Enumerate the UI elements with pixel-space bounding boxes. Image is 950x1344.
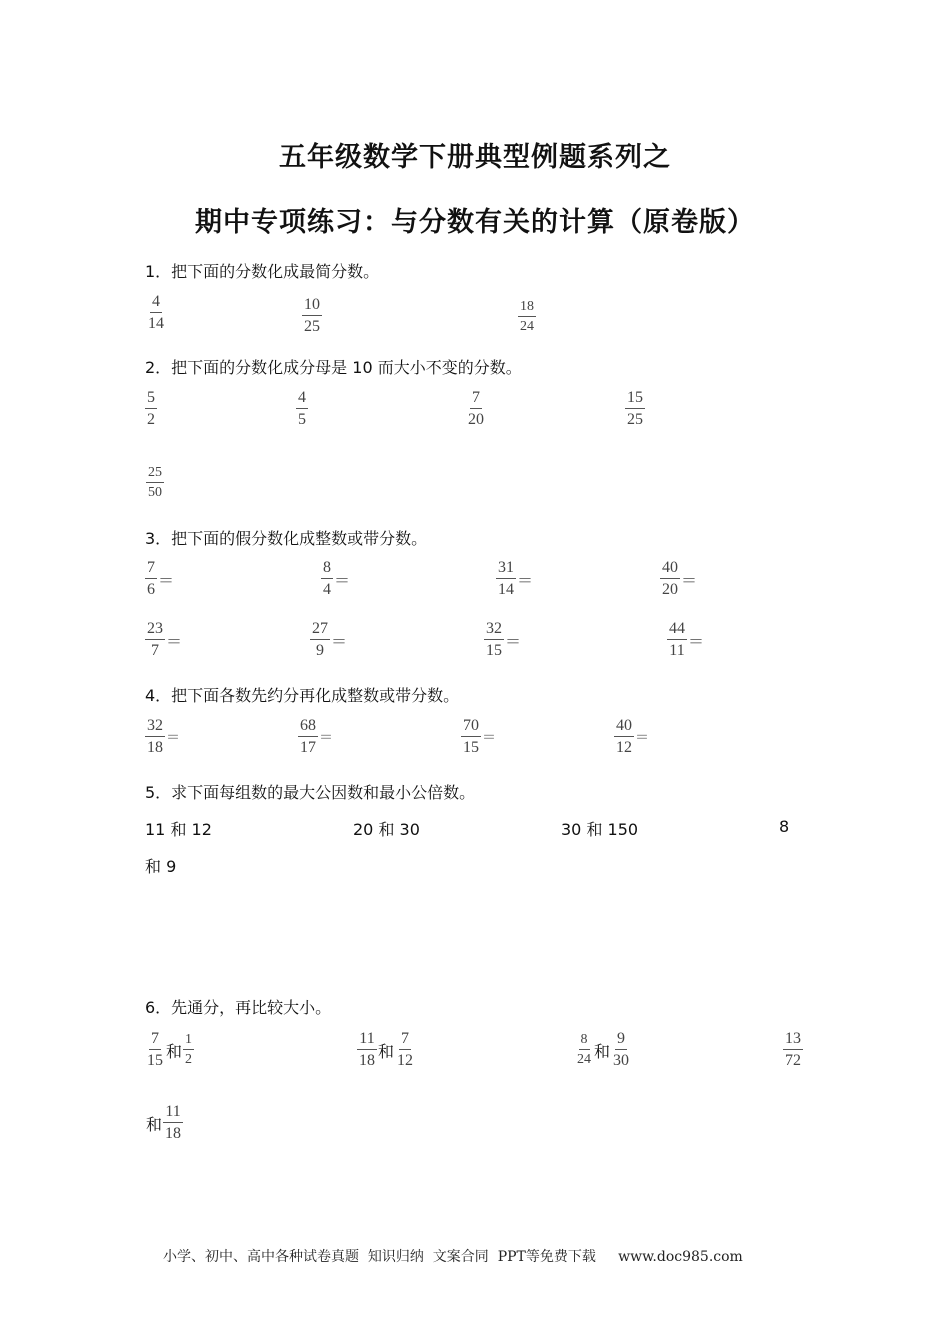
- q5-group-2: 20 和 30: [353, 820, 420, 839]
- numerator: 40: [660, 560, 680, 579]
- q3-item-7: [484, 621, 521, 659]
- denominator: 14: [498, 581, 514, 598]
- equals-sign: ＝: [158, 572, 175, 590]
- equals-sign: ＝: [688, 633, 705, 651]
- question-3-text: 3．把下面的假分数化成整数或带分数。: [145, 529, 428, 548]
- numerator: 13: [783, 1031, 803, 1050]
- numerator: 9: [615, 1031, 627, 1050]
- q2-fraction-3: [466, 390, 486, 428]
- equals-sign: ＝: [482, 731, 496, 746]
- q5-group-4: 8: [779, 817, 790, 836]
- denominator: 5: [298, 411, 306, 428]
- and-word: 和: [594, 1041, 611, 1061]
- numerator: 70: [461, 718, 481, 737]
- numerator: 25: [146, 466, 164, 483]
- denominator: 4: [323, 581, 331, 598]
- numerator: 31: [496, 560, 516, 579]
- denominator: 2: [185, 1052, 193, 1067]
- question-4-text: 4．把下面各数先约分再化成整数或带分数。: [145, 686, 460, 705]
- q4-item-2: [298, 718, 333, 756]
- title-line-2: 期中专项练习：与分数有关的计算（原卷版）: [195, 207, 755, 238]
- denominator: 12: [397, 1052, 414, 1069]
- numerator: 27: [310, 621, 330, 640]
- and-word: 和: [146, 1114, 163, 1134]
- denominator: 17: [300, 739, 316, 756]
- q2-fraction-4: [625, 390, 645, 428]
- equals-sign: ＝: [635, 731, 649, 746]
- and-word: 和: [378, 1041, 395, 1061]
- q4-item-3: [461, 718, 496, 756]
- q6-pair-3: [575, 1031, 631, 1069]
- denominator: 24: [577, 1052, 591, 1067]
- numerator: 4: [150, 294, 162, 313]
- denominator: 15: [463, 739, 479, 756]
- equals-sign: ＝: [166, 633, 183, 651]
- numerator: 8: [321, 560, 333, 579]
- q6-pair-1: [145, 1031, 194, 1069]
- denominator: 15: [486, 642, 502, 659]
- numerator: 7: [145, 560, 157, 579]
- question-5-text: 5．求下面每组数的最大公因数和最小公倍数。: [145, 783, 476, 802]
- denominator: 11: [669, 642, 685, 659]
- denominator: 50: [148, 485, 162, 500]
- equals-sign: ＝: [517, 572, 534, 590]
- equals-sign: ＝: [319, 731, 333, 746]
- denominator: 18: [359, 1052, 375, 1069]
- numerator: 23: [145, 621, 165, 640]
- denominator: 14: [148, 315, 164, 332]
- denominator: 18: [165, 1125, 182, 1142]
- denominator: 25: [627, 411, 643, 428]
- q4-item-1: [145, 718, 180, 756]
- numerator: 7: [149, 1031, 161, 1050]
- numerator: 68: [298, 718, 318, 737]
- numerator: 11: [357, 1031, 376, 1050]
- numerator: 18: [518, 300, 536, 317]
- q3-item-8: [667, 621, 704, 659]
- numerator: 32: [484, 621, 504, 640]
- denominator: 6: [147, 581, 155, 598]
- denominator: 20: [468, 411, 484, 428]
- numerator: 32: [145, 718, 165, 737]
- denominator: 9: [316, 642, 324, 659]
- question-6-text: 6．先通分，再比较大小。: [145, 998, 332, 1017]
- denominator: 25: [304, 318, 320, 335]
- equals-sign: ＝: [505, 633, 522, 651]
- denominator: 72: [785, 1052, 801, 1069]
- q3-item-1: [145, 560, 174, 598]
- numerator: 4: [296, 390, 308, 409]
- denominator: 24: [520, 319, 534, 334]
- q3-item-2: [321, 560, 350, 598]
- denominator: 20: [662, 581, 678, 598]
- numerator: 5: [145, 390, 157, 409]
- equals-sign: ＝: [334, 572, 351, 590]
- title-line-1: 五年级数学下册典型例题系列之: [279, 142, 671, 173]
- question-2-text: 2．把下面的分数化成分母是 10 而大小不变的分数。: [145, 358, 522, 377]
- q1-fraction-1: [146, 294, 166, 332]
- equals-sign: ＝: [331, 633, 348, 651]
- q1-fraction-3: [518, 300, 536, 334]
- numerator: 10: [302, 297, 322, 316]
- q5-group-1: 11 和 12: [145, 820, 212, 839]
- q6-pair-4-second: [145, 1104, 183, 1142]
- denominator: 7: [151, 642, 159, 659]
- q4-item-4: [614, 718, 649, 756]
- q5-group-4-continued: 和 9: [145, 857, 177, 876]
- q1-fraction-2: [302, 297, 322, 335]
- q6-pair-2: [357, 1031, 415, 1069]
- numerator: 11: [163, 1104, 182, 1123]
- and-word: 和: [166, 1041, 183, 1061]
- denominator: 15: [147, 1052, 163, 1069]
- q2-fraction-1: [145, 390, 157, 428]
- denominator: 18: [147, 739, 163, 756]
- q3-item-3: [496, 560, 533, 598]
- numerator: 1: [183, 1033, 194, 1050]
- q3-item-4: [660, 560, 697, 598]
- numerator: 7: [399, 1031, 411, 1050]
- equals-sign: ＝: [166, 731, 180, 746]
- q5-group-3: 30 和 150: [561, 820, 639, 839]
- numerator: 7: [470, 390, 482, 409]
- numerator: 15: [625, 390, 645, 409]
- denominator: 30: [613, 1052, 630, 1069]
- equals-sign: ＝: [681, 572, 698, 590]
- q3-item-6: [310, 621, 347, 659]
- denominator: 2: [147, 411, 155, 428]
- numerator: 8: [579, 1033, 590, 1050]
- q6-pair-4-first: [783, 1031, 803, 1069]
- denominator: 12: [616, 739, 632, 756]
- q2-fraction-5: [146, 466, 164, 500]
- question-1-text: 1．把下面的分数化成最简分数。: [145, 262, 380, 281]
- q2-fraction-2: [296, 390, 308, 428]
- page-footer: 小学、初中、高中各种试卷真题 知识归纳 文案合同 PPT等免费下载 www.doc985.com: [163, 1249, 743, 1265]
- numerator: 44: [667, 621, 687, 640]
- numerator: 40: [614, 718, 634, 737]
- q3-item-5: [145, 621, 182, 659]
